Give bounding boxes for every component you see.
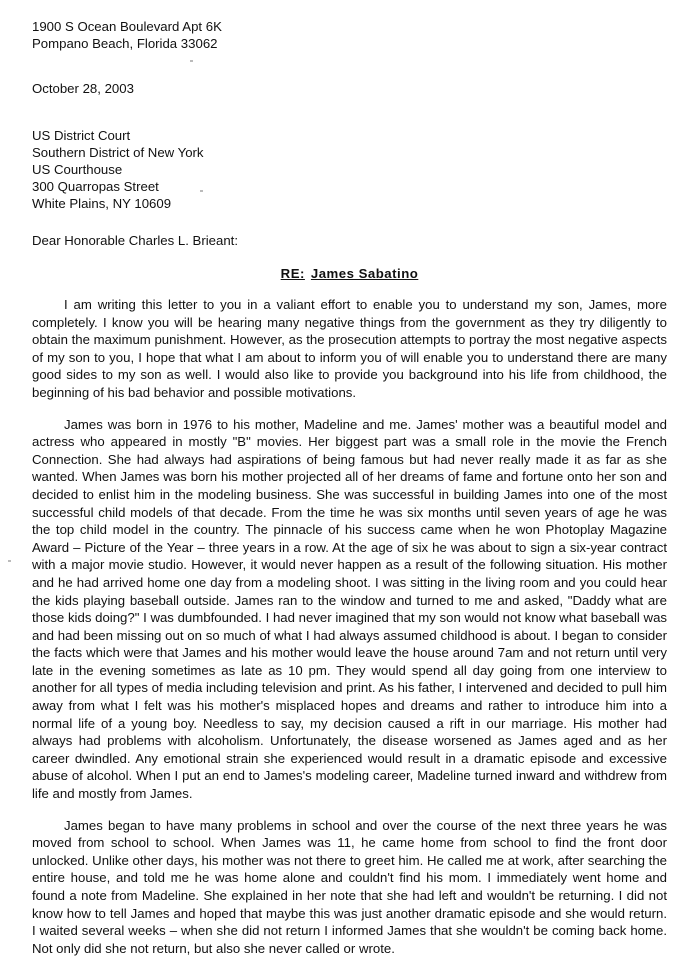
- letter-date: October 28, 2003: [32, 81, 134, 96]
- recipient-line: White Plains, NY 10609: [32, 196, 172, 211]
- re-line: [32, 265, 667, 282]
- sender-address: [32, 18, 667, 52]
- re-label: RE:: [280, 266, 305, 281]
- recipient-address: [32, 127, 667, 212]
- sender-city-line: Pompano Beach, Florida 33062: [32, 36, 218, 51]
- scan-speck: [190, 60, 193, 62]
- re-subject: James Sabatino: [310, 266, 419, 281]
- recipient-line: US District Court: [32, 128, 131, 143]
- recipient-line: Southern District of New York: [32, 145, 204, 160]
- scan-speck: [200, 190, 203, 192]
- salutation: Dear Honorable Charles L. Brieant:: [32, 233, 238, 248]
- body-paragraph: James began to have many problems in school and over the course of the next three years he was moved from school to school. When James was 11, he came home from school to find the front door unlocked. Unlike other days, his mother was not there to greet him. He called me at work, after searching the entire house, and told me he was home alone and couldn't find his mom. I immediately went home and found a note from Madeline. She explained in her note that she had left and wouldn't be returning. I did not know how to tell James and hoped that maybe this was just another dramatic episode and she would return. I waited several weeks – when she did not return I informed James that she wouldn't be coming back home. Not only did she not return, but also she never called or wrote.: [32, 817, 667, 956]
- recipient-line: US Courthouse: [32, 162, 123, 177]
- body-paragraph: James was born in 1976 to his mother, Madeline and me. James' mother was a beautiful model and actress who appeared in mostly "B" movies. Her biggest part was a small role in the movie the French Connection. She had always had aspirations of being famous but had never really made it as far as she wanted. When James was born his mother projected all of her dreams of fame and fortune onto her son and decided to enlist him in the modeling business. She was successful in building James into one of the most successful child models of that decade. From the time he was six months until seven years of age he was the top child model in the country. The pinnacle of his success came when he won Photoplay Magazine Award – Picture of the Year – three years in a row. At the age of six he was about to sign a six-year contract with a major movie studio. However, it would never happen as a result of the following situation. His mother and he had arrived home one day from a modeling shoot. I was sitting in the living room and you could hear the kids playing baseball outside. James ran to the window and turned to me and asked, "Daddy what are those kids doing?" I was dumbfounded. I had never imagined that my son would not know what baseball was and had been missing out on so much of what I had always assumed childhood is about. I began to consider the facts which were that James and his mother would leave the house around 7am and not return until very late in the evening sometimes as late as 10 pm. They would spend all day going from one interview to another for all types of media including television and print. As his father, I intervened and decided to pull him away from what I felt was his mother's misplaced hopes and dreams and rather to introduce him into a normal life of a young boy. Needless to say, my decision caused a rift in our marriage. His mother had always had problems with alcoholism. Unfortunately, the disease worsened as James aged and as her career dwindled. Any emotional strain she experienced would result in a dramatic episode and excessive abuse of alcohol. When I put an end to James's modeling career, Madeline turned inward and withdrew from life and mostly from James.: [32, 416, 667, 802]
- body-paragraph: I am writing this letter to you in a valiant effort to enable you to understand my son, James, more completely. I know you will be hearing many negative things from the government as they try diligently to obtain the maximum punishment. However, as the prosecution attempts to portray the most negative aspects of my son to you, I hope that what I am about to inform you of will enable you to understand there are many good sides to my son as well. I would also like to provide you background into his life from childhood, the beginning of his bad behavior and possible motivations.: [32, 297, 667, 400]
- sender-address-line: 1900 S Ocean Boulevard Apt 6K: [32, 19, 222, 34]
- scan-speck: [8, 560, 11, 562]
- recipient-line: 300 Quarropas Street: [32, 179, 159, 194]
